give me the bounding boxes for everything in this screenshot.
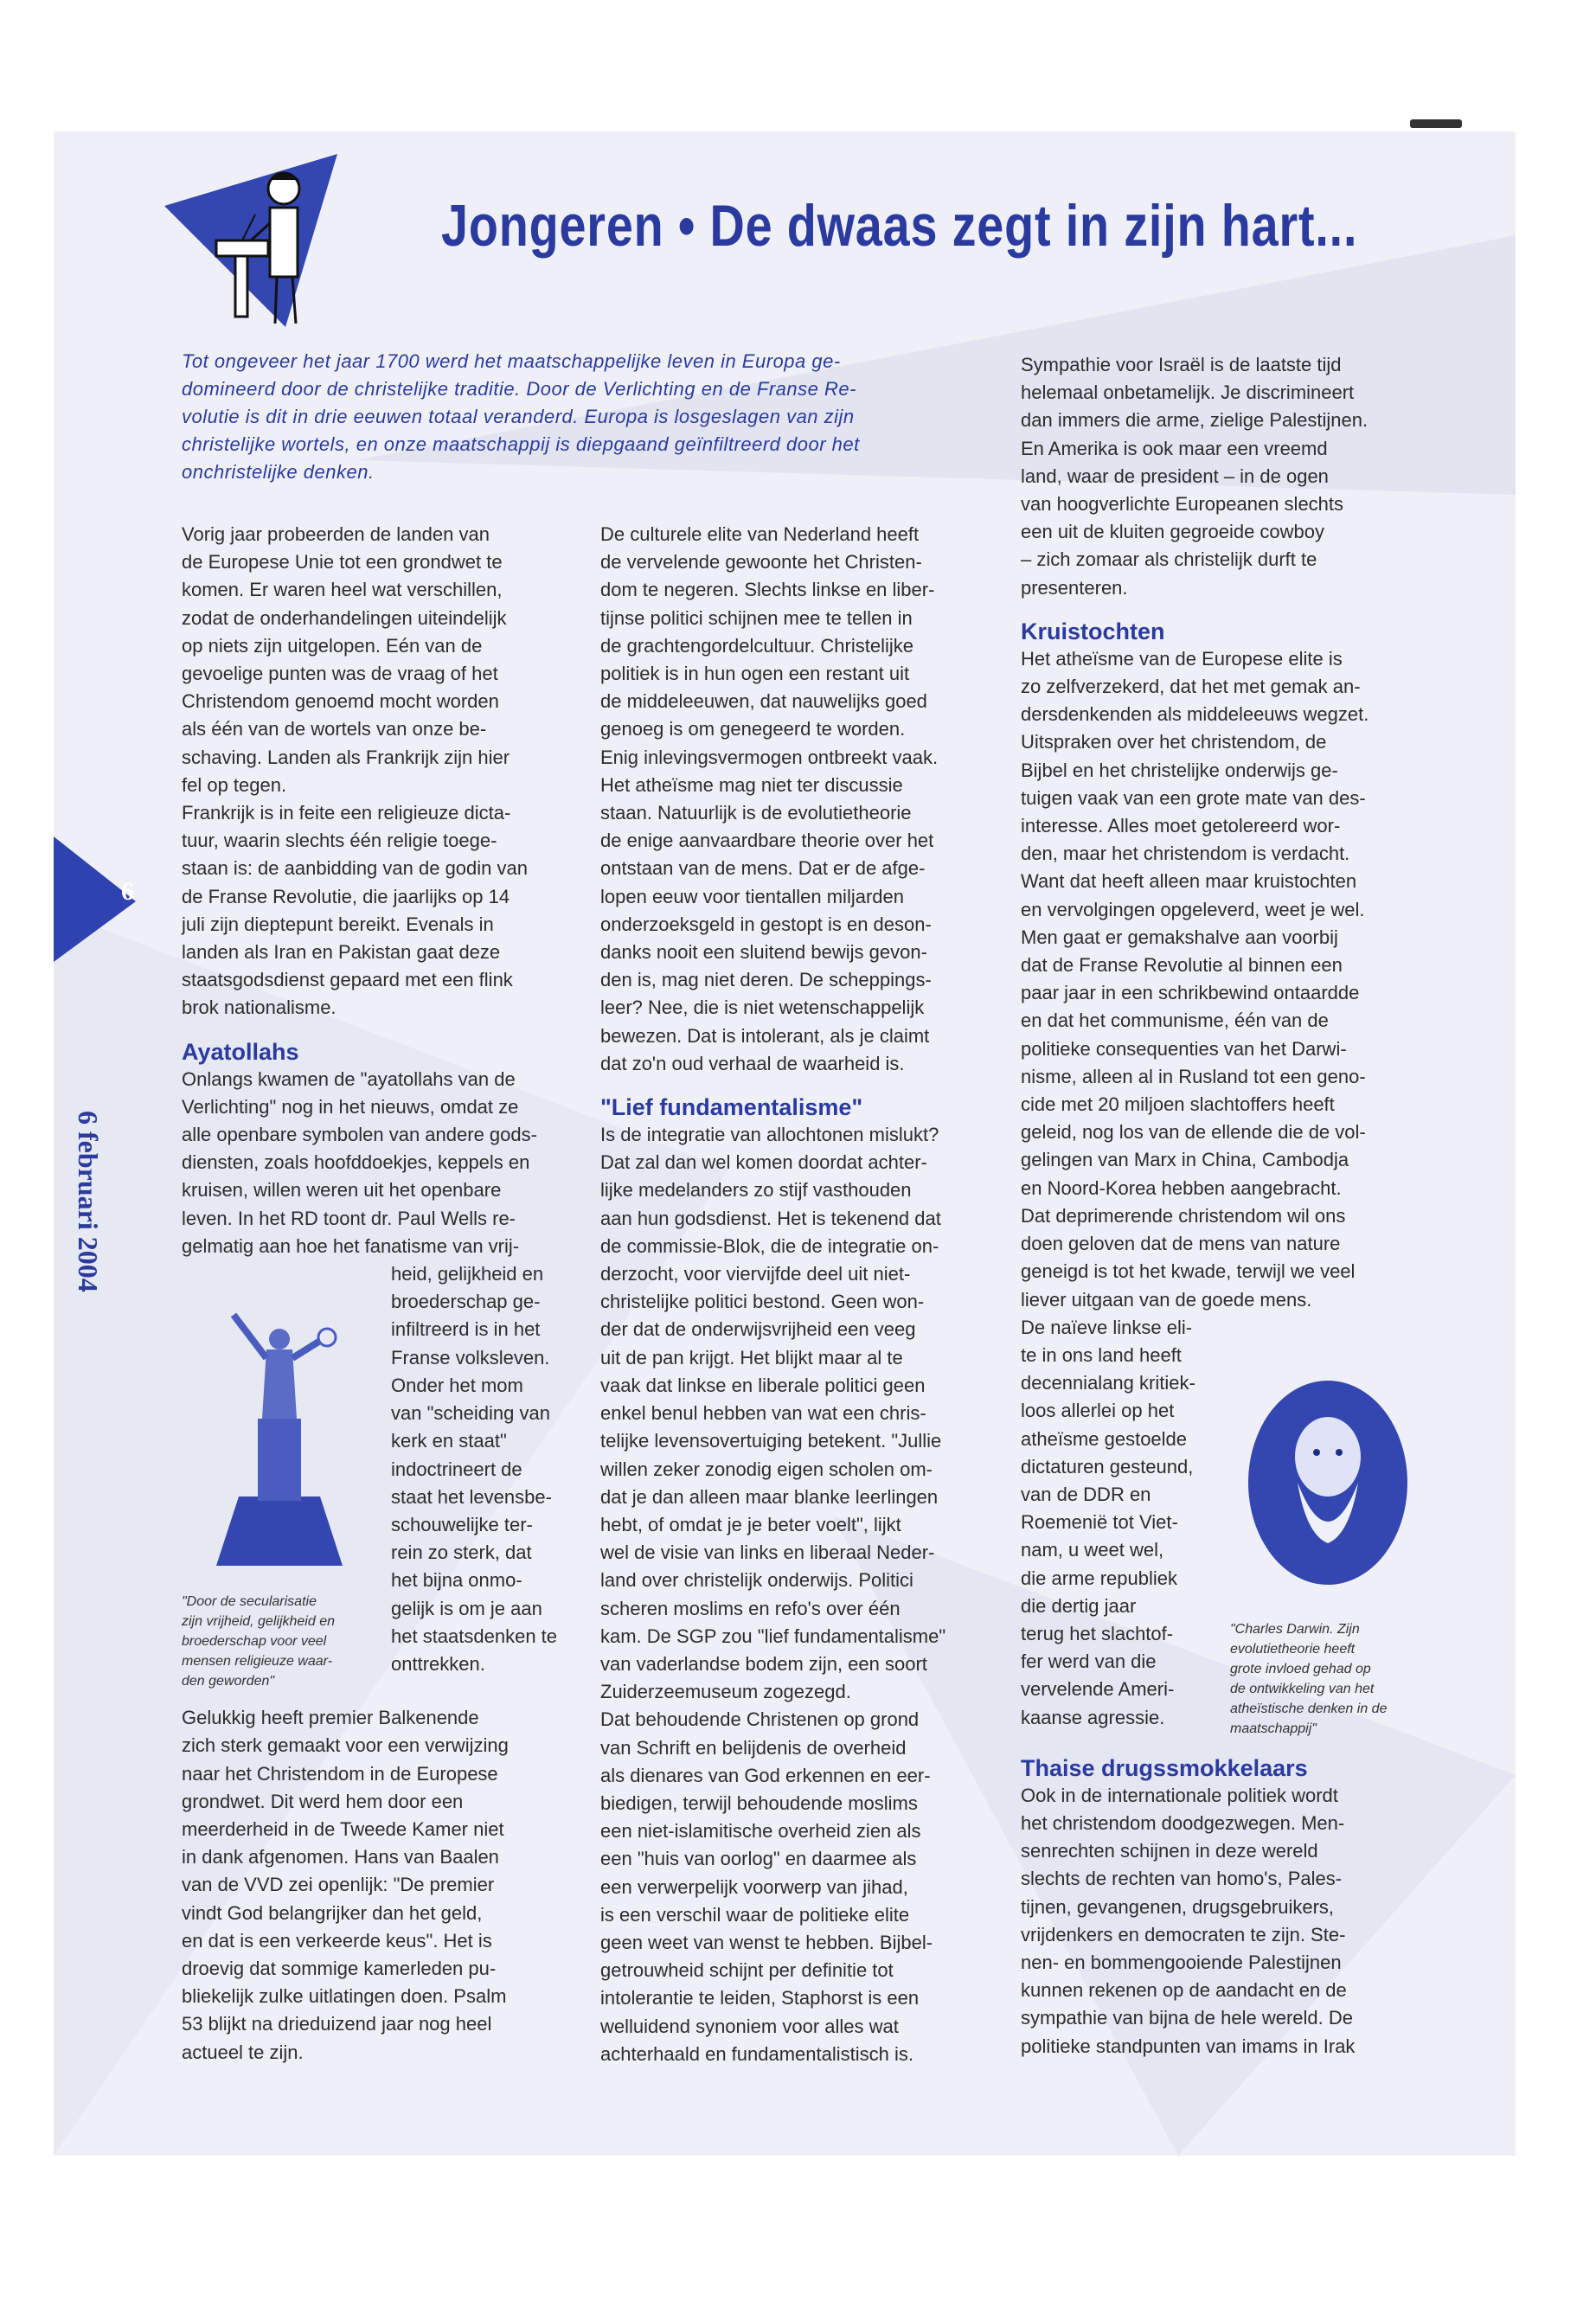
- text-line: de grachtengordelcultuur. Christelijke: [600, 634, 913, 657]
- text-line: gevoelige punten was de vraag of het: [182, 663, 498, 685]
- text-line: is een verschil waar de politieke elite: [600, 1903, 910, 1926]
- text-line: dictaturen gesteund,: [1021, 1455, 1194, 1477]
- text-line: kam. De SGP zou "lief fundamentalisme": [600, 1625, 946, 1647]
- text-line: Vorig jaar probeerden de landen van: [182, 523, 490, 545]
- text-line: lopen eeuw voor tientallen miljarden: [600, 885, 904, 907]
- text-line: het christendom doodgezwegen. Men-: [1021, 1811, 1345, 1834]
- text-line: de middeleeuwen, dat nauwelijks goed: [600, 690, 927, 713]
- text-line: droevig dat sommige kamerleden pu-: [182, 1957, 497, 1979]
- text-line: als één van de wortels van onze be-: [182, 718, 487, 740]
- text-line: de ontwikkeling van het: [1230, 1682, 1375, 1696]
- text-line: politieke consequenties van het Darwi-: [1021, 1037, 1347, 1060]
- text-line: intolerantie te leiden, Staphorst is een: [600, 1987, 920, 2009]
- section-heading-fundamentalisme: "Lief fundamentalisme": [600, 1094, 863, 1121]
- text-line: staan is: de aanbidding van de godin van: [182, 857, 528, 880]
- text-line: gelijk is om je aan: [391, 1597, 542, 1619]
- text-line: van hoogverlichte Europeanen slechts: [1021, 493, 1344, 516]
- text-line: heid, gelijkheid en: [391, 1263, 544, 1285]
- text-line: Verlichting" nog in het nieuws, omdat ze: [182, 1095, 519, 1118]
- text-line: zich sterk gemaakt voor een verwijzing: [182, 1734, 509, 1757]
- text-line: politiek is in hun ogen een restant uit: [600, 663, 910, 685]
- text-line: naar het Christendom in de Europese: [182, 1762, 498, 1785]
- text-line: Het atheïsme van de Europese elite is: [1021, 647, 1343, 670]
- text-line: Sympathie voor Israël is de laatste tijd: [1021, 354, 1342, 375]
- text-line: Frankrijk is in feite een religieuze dicta-: [182, 802, 511, 824]
- text-line: loos allerlei op het: [1021, 1400, 1175, 1422]
- text-line: grote invloed gehad op: [1230, 1662, 1371, 1676]
- text-line: onttrekken.: [391, 1652, 485, 1675]
- text-line: zodat de onderhandelingen uiteindelijk: [182, 606, 507, 629]
- text-line: Want dat heeft alleen maar kruistochten: [1021, 870, 1357, 893]
- text-line: grondwet. Dit werd hem door een: [182, 1790, 464, 1812]
- text-line: van Schrift en belijdenis de overheid: [600, 1736, 907, 1759]
- section-heading-kruistochten: Kruistochten: [1021, 618, 1165, 644]
- text-line: tuur, waarin slechts één religie toege-: [182, 830, 497, 852]
- text-line: zo zelfverzekerd, dat het met gemak an-: [1021, 676, 1361, 698]
- text-line: achterhaald en fundamentalistisch is.: [600, 2042, 913, 2065]
- text-line: den geworden": [182, 1674, 275, 1689]
- text-line: vaak dat linkse en liberale politici geen: [600, 1374, 926, 1396]
- text-line: fel op tegen.: [182, 773, 287, 796]
- text-line: het bijna onmo-: [391, 1569, 522, 1592]
- text-line: christelijke wortels, en onze maatschappij is diepgaand geïnfiltreerd door het: [182, 433, 860, 455]
- text-line: nam, u weet wel,: [1021, 1539, 1164, 1561]
- text-line: onderzoeksgeld in gestopt is en deson-: [600, 913, 932, 935]
- text-line: schaving. Landen als Frankrijk zijn hier: [182, 746, 510, 768]
- text-line: mensen religieuze waar-: [182, 1654, 333, 1669]
- text-line: liever uitgaan van de goede mens.: [1021, 1288, 1312, 1311]
- text-line: geleid, nog los van de ellende die de vol-: [1021, 1121, 1366, 1144]
- text-line: als dienares van God erkennen en eer-: [600, 1764, 931, 1786]
- text-line: Men gaat er gemakshalve aan voorbij: [1021, 926, 1338, 948]
- page-number: 6: [121, 877, 134, 906]
- text-line: broederschap voor veel: [182, 1634, 327, 1649]
- text-line: kaanse agressie.: [1021, 1706, 1165, 1728]
- text-line: aan hun godsdienst. Het is tekenend dat: [600, 1207, 941, 1229]
- text-line: Dat deprimerende christendom wil ons: [1021, 1204, 1346, 1227]
- col3-paragraph-2: [1021, 645, 1423, 1314]
- text-line: willen zeker zonodig eigen scholen om-: [600, 1458, 933, 1480]
- text-line: sympathie van bijna de hele wereld. De: [1021, 2007, 1354, 2029]
- text-line: dat je dan alleen maar blanke leerlingen: [600, 1485, 939, 1508]
- text-line: van "scheiding van: [391, 1402, 550, 1425]
- text-line: fer werd van die: [1021, 1650, 1157, 1673]
- text-line: alle openbare symbolen van andere gods-: [182, 1124, 537, 1146]
- text-line: infiltreerd is in het: [391, 1318, 541, 1341]
- text-line: en Noord-Korea hebben aangebracht.: [1021, 1176, 1342, 1199]
- text-line: een uit de kluiten gegroeide cowboy: [1021, 521, 1325, 543]
- text-line: nen- en bommengooiende Palestijnen: [1021, 1951, 1342, 1973]
- text-line: gelmatig aan hoe het fanatisme van vrij-: [182, 1234, 520, 1257]
- text-line: van de VVD zei openlijk: "De premier: [182, 1874, 495, 1896]
- col2-paragraph-2: [600, 1121, 1000, 2068]
- text-line: Ook in de internationale politiek wordt: [1021, 1784, 1338, 1806]
- text-line: actueel te zijn.: [182, 2041, 304, 2063]
- text-line: maatschappij": [1230, 1721, 1317, 1736]
- text-line: presenteren.: [1021, 576, 1128, 599]
- text-line: doen geloven dat de mens van nature: [1021, 1233, 1341, 1255]
- text-line: zijn vrijheid, gelijkheid en: [182, 1614, 335, 1629]
- text-line: der dat de onderwijsvrijheid een veeg: [600, 1318, 916, 1341]
- text-line: Dat zal dan wel komen doordat achter-: [600, 1151, 927, 1174]
- text-line: volutie is dit in drie eeuwen totaal veranderd. Europa is losgeslagen van zijn: [182, 406, 855, 427]
- text-line: paar jaar in een schrikbewind ontaardde: [1021, 982, 1360, 1004]
- text-line: En Amerika is ook maar een vreemd: [1021, 437, 1328, 459]
- col1-wrap-text: [391, 1260, 580, 1678]
- text-line: scheren moslims en refo's over één: [600, 1597, 901, 1619]
- text-line: den is, mag niet deren. De scheppings-: [600, 969, 932, 991]
- text-line: getrouwheid schijnt per definitie tot: [600, 1959, 894, 1982]
- text-line: welluidend synoniem voor alles wat: [600, 2015, 899, 2037]
- text-line: tuigen vaak van een grote mate van des-: [1021, 786, 1366, 809]
- text-line: wel de visie van links en liberaal Neder-: [600, 1541, 935, 1564]
- text-line: decennialang kritiek-: [1021, 1372, 1195, 1394]
- text-line: dat zo'n oud verhaal de waarheid is.: [600, 1052, 905, 1074]
- text-line: Het atheïsme mag niet ter discussie: [600, 773, 903, 796]
- text-line: meerderheid in de Tweede Kamer niet: [182, 1817, 504, 1840]
- text-line: ontstaan van de mens. Dat er de afge-: [600, 857, 926, 880]
- text-line: juli zijn dieptepunt bereikt. Evenals in: [182, 913, 494, 935]
- text-line: dom te negeren. Slechts linkse en liber-: [600, 579, 935, 601]
- text-line: lijke medelanders zo stijf vasthouden: [600, 1179, 912, 1202]
- text-line: gelingen van Marx in China, Cambodja: [1021, 1149, 1349, 1171]
- text-line: de vervelende gewoonte het Christen-: [600, 551, 922, 574]
- text-line: staat het levensbe-: [391, 1485, 552, 1508]
- text-line: dat de Franse Revolutie al binnen een: [1021, 954, 1343, 977]
- text-line: "Door de secularisatie: [182, 1594, 317, 1609]
- text-line: vrijdenkers en democraten te zijn. Ste-: [1021, 1923, 1346, 1945]
- text-line: domineerd door de christelijke traditie. Door de Verlichting en de Franse Re-: [182, 378, 856, 400]
- text-line: rein zo sterk, dat: [391, 1541, 532, 1564]
- text-line: de enige aanvaardbare theorie over het: [600, 830, 934, 852]
- text-line: leer? Nee, die is niet wetenschappelijk: [600, 997, 925, 1019]
- text-line: slechts de rechten van homo's, Pales-: [1021, 1868, 1343, 1890]
- text-line: uit de pan krijgt. Het blijkt maar al te: [600, 1346, 903, 1368]
- text-line: en vervolgingen opgeleverd, weet je wel.: [1021, 898, 1365, 920]
- text-line: vervelende Ameri-: [1021, 1678, 1175, 1701]
- text-line: van vaderlandse bodem zijn, een soort: [600, 1652, 927, 1675]
- text-line: atheïsme gestoelde: [1021, 1427, 1188, 1450]
- text-line: landen als Iran en Pakistan gaat deze: [182, 941, 501, 964]
- text-line: het staatsdenken te: [391, 1625, 558, 1647]
- text-line: Christendom genoemd mocht worden: [182, 690, 499, 713]
- text-line: Uitspraken over het christendom, de: [1021, 731, 1327, 753]
- statue-image: [182, 1298, 377, 1566]
- col3-paragraph-3: [1021, 1782, 1423, 2061]
- text-line: dersdenkenden als middeleeuws wegzet.: [1021, 703, 1369, 726]
- text-line: senrechten schijnen in deze wereld: [1021, 1840, 1318, 1862]
- text-line: Onder het mom: [391, 1374, 523, 1396]
- column-2: [600, 521, 1000, 2068]
- text-line: diensten, zoals hoofddoekjes, keppels en: [182, 1151, 530, 1174]
- text-line: biedigen, terwijl behoudende moslims: [600, 1791, 918, 1814]
- text-line: Dat behoudende Christenen op grond: [600, 1708, 920, 1731]
- text-line: Bijbel en het christelijke onderwijs ge-: [1021, 759, 1338, 781]
- text-line: te in ons land heeft: [1021, 1343, 1182, 1366]
- section-heading-drugssmokkelaars: Thaise drugssmokkelaars: [1021, 1754, 1308, 1781]
- text-line: Roemenië tot Viet-: [1021, 1511, 1178, 1534]
- text-line: en dat het communisme, één van de: [1021, 1009, 1329, 1032]
- text-line: schouwelijke ter-: [391, 1513, 533, 1535]
- text-line: Enig inlevingsvermogen ontbreekt vaak.: [600, 746, 939, 768]
- text-line: in dank afgenomen. Hans van Baalen: [182, 1846, 499, 1868]
- text-line: enkel benul hebben van wat een chris-: [600, 1402, 926, 1425]
- text-line: kruisen, willen weren uit het openbare: [182, 1179, 502, 1202]
- text-line: indoctrineert de: [391, 1458, 522, 1480]
- text-line: genoeg is om genegeerd te worden.: [600, 718, 906, 740]
- text-line: een verwerpelijk voorwerp van jihad,: [600, 1875, 908, 1898]
- text-line: geneigd is tot het kwade, terwijl we veel: [1021, 1260, 1356, 1283]
- column-3: [1021, 351, 1423, 2061]
- text-line: broederschap ge-: [391, 1291, 541, 1313]
- text-line: atheïstische denken in de: [1230, 1702, 1388, 1716]
- text-line: Gelukkig heeft premier Balkenende: [182, 1707, 479, 1729]
- text-line: leven. In het RD toont dr. Paul Wells re-: [182, 1207, 516, 1229]
- text-line: een "huis van oorlog" en daarmee als: [600, 1848, 917, 1870]
- text-line: op niets zijn uitgelopen. Eén van de: [182, 634, 483, 657]
- text-line: danks nooit een sluitend bewijs gevon-: [600, 941, 927, 964]
- text-line: nisme, alleen al in Rusland tot een geno-: [1021, 1065, 1366, 1087]
- text-line: de Franse Revolutie, die jaarlijks op 14: [182, 885, 510, 907]
- col1-paragraph-1: [182, 521, 580, 1022]
- text-line: telijke levensovertuiging betekent. "Jullie: [600, 1430, 942, 1452]
- column-1: [182, 521, 580, 2067]
- text-line: brok nationalisme.: [182, 997, 337, 1019]
- text-line: en dat is een verkeerde keus". Het is: [182, 1929, 492, 1952]
- statue-caption: [182, 1592, 381, 1691]
- text-line: christelijke politici bestond. Geen won-: [600, 1291, 925, 1313]
- section-heading-ayatollahs: Ayatollahs: [182, 1038, 299, 1065]
- text-line: politieke standpunten van imams in Irak: [1021, 2035, 1356, 2057]
- text-line: Zuiderzeemuseum zogezegd.: [600, 1681, 851, 1703]
- text-line: Onlangs kwamen de "ayatollahs van de: [182, 1067, 516, 1090]
- text-line: kerk en staat": [391, 1430, 507, 1452]
- text-line: die dertig jaar: [1021, 1594, 1137, 1617]
- text-line: – zich zomaar als christelijk durft te: [1021, 548, 1317, 571]
- text-line: dan immers die arme, zielige Palestijnen.: [1021, 409, 1368, 432]
- page-clip-mark: [1410, 119, 1462, 128]
- page-title: Jongeren • De dwaas zegt in zijn hart...: [441, 193, 1358, 259]
- text-line: Franse volksleven.: [391, 1346, 550, 1368]
- text-line: onchristelijke denken.: [182, 461, 375, 483]
- col1-paragraph-3: [182, 1704, 580, 2067]
- col3-paragraph-1: [1021, 351, 1423, 602]
- text-line: helemaal onbetamelijk. Je discrimineert: [1021, 381, 1355, 404]
- text-line: een niet-islamitische overheid zien als: [600, 1820, 921, 1843]
- text-line: Is de integratie van allochtonen mislukt?: [600, 1124, 939, 1146]
- text-line: van de DDR en: [1021, 1483, 1151, 1505]
- text-line: "Charles Darwin. Zijn: [1230, 1622, 1360, 1637]
- text-line: bewezen. Dat is intolerant, als je claimt: [600, 1024, 930, 1047]
- text-line: evolutietheorie heeft: [1230, 1642, 1356, 1657]
- intro-text: [182, 348, 986, 486]
- text-line: vindt God belangrijker dan het geld,: [182, 1901, 483, 1924]
- text-line: land over christelijk onderwijs. Politici: [600, 1569, 913, 1592]
- col2-paragraph-1: [600, 521, 1000, 1078]
- text-line: de commissie-Blok, die de integratie on-: [600, 1234, 939, 1257]
- col1-paragraph-2: [182, 1066, 580, 1260]
- text-line: staatsgodsdienst gepaard met een flink: [182, 969, 513, 991]
- text-line: De naïeve linkse eli-: [1021, 1316, 1193, 1338]
- text-line: hebt, of omdat je je beter voelt", lijkt: [600, 1513, 901, 1535]
- issue-date: 6 februari 2004: [73, 1111, 104, 1292]
- text-line: 53 blijkt na drieduizend jaar nog heel: [182, 2013, 492, 2035]
- darwin-caption: [1230, 1619, 1429, 1739]
- text-line: bliekelijk zulke uitlatingen doen. Psalm: [182, 1985, 507, 2008]
- text-line: den, maar het christendom is verdacht.: [1021, 843, 1350, 865]
- text-line: tijnen, gevangenen, drugsgebruikers,: [1021, 1895, 1335, 1918]
- text-line: staan. Natuurlijk is de evolutietheorie: [600, 802, 912, 824]
- text-line: land, waar de president – in de ogen: [1021, 465, 1329, 487]
- text-line: De culturele elite van Nederland heeft: [600, 523, 920, 545]
- text-line: terug het slachtof-: [1021, 1622, 1174, 1644]
- text-line: derzocht, voor viervijfde deel uit niet-: [600, 1263, 911, 1285]
- text-line: Tot ongeveer het jaar 1700 werd het maatschappelijke leven in Europa ge-: [182, 350, 841, 372]
- darwin-portrait-image: [1246, 1379, 1410, 1586]
- text-line: komen. Er waren heel wat verschillen,: [182, 579, 503, 601]
- text-line: kunnen rekenen op de aandacht en de: [1021, 1979, 1347, 2002]
- text-line: interesse. Alles moet getolereerd wor-: [1021, 815, 1341, 837]
- text-line: geen weet van wenst te hebben. Bijbel-: [600, 1931, 933, 1953]
- text-line: tijnse politici schijnen mee te tellen in: [600, 606, 913, 629]
- text-line: de Europese Unie tot een grondwet te: [182, 551, 503, 574]
- text-line: die arme republiek: [1021, 1567, 1177, 1589]
- speaker-cartoon-icon: [156, 154, 346, 344]
- text-line: cide met 20 miljoen slachtoffers heeft: [1021, 1093, 1335, 1116]
